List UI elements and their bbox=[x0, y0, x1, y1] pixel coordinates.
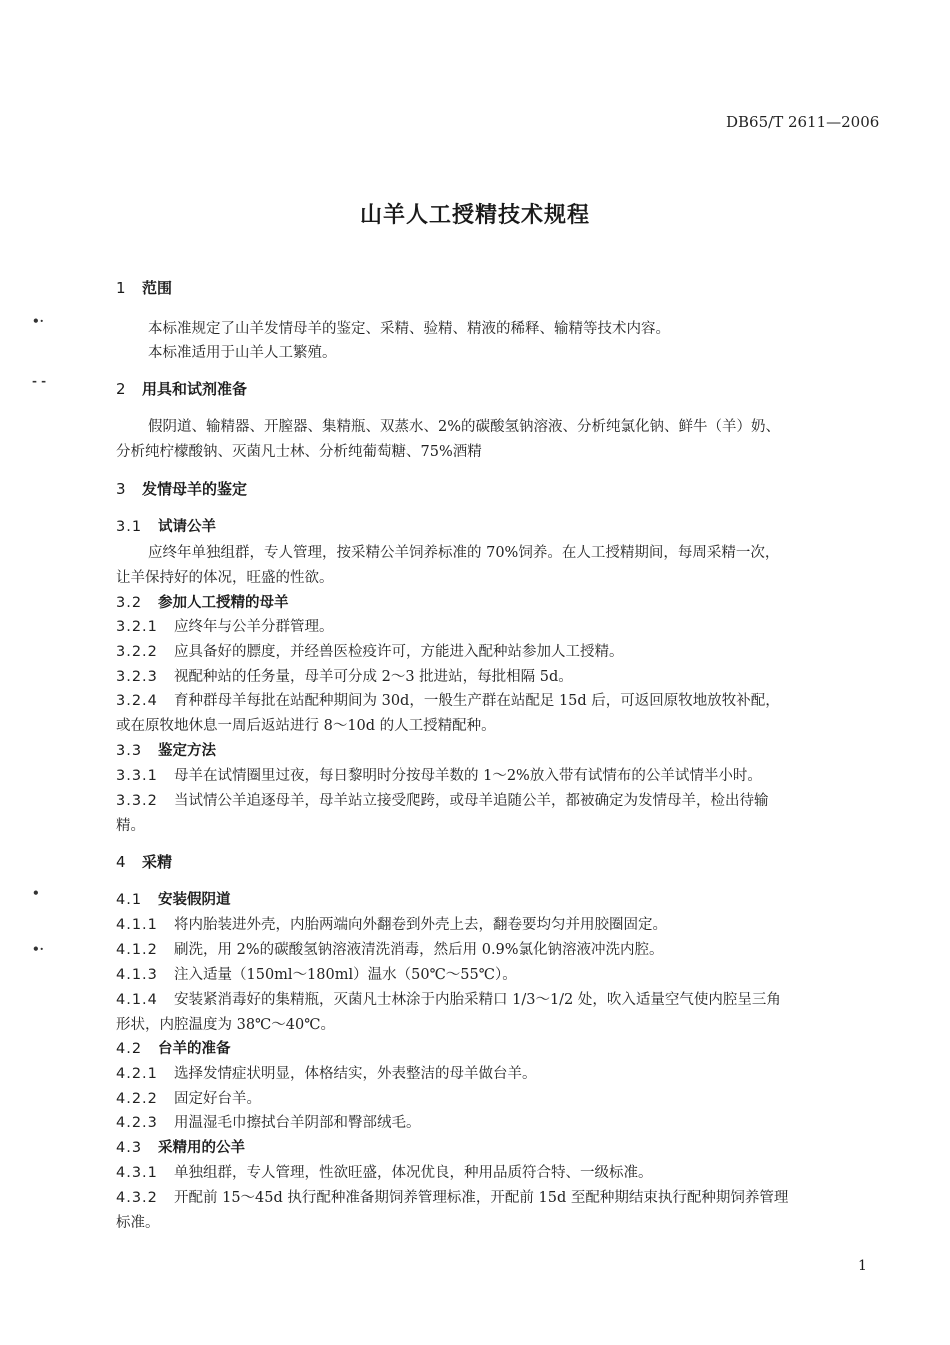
subsection-title: 试请公羊 bbox=[158, 519, 216, 535]
subsection-number: 4.2 bbox=[116, 1041, 143, 1057]
clause-continuation: 标准。 bbox=[116, 1215, 160, 1231]
paragraph: 假阴道、输精器、开膣器、集精瓶、双蒸水、2%的碳酸氢钠溶液、分析纯氯化钠、鲜牛（羊）奶、 bbox=[148, 419, 780, 435]
section-heading bbox=[116, 378, 247, 399]
clause-number: 4.2.2 bbox=[116, 1091, 158, 1107]
section-number: 3 bbox=[116, 480, 126, 498]
clause-number: 3.3.2 bbox=[116, 793, 158, 809]
section-title: 范围 bbox=[142, 279, 173, 297]
section-number: 2 bbox=[116, 380, 126, 398]
clause-text: 育种群母羊每批在站配种期间为 30d，一般生产群在站配足 15d 后，可返回原牧地放牧补配， bbox=[174, 693, 780, 709]
clause-number: 4.2.1 bbox=[116, 1066, 158, 1082]
clause bbox=[116, 963, 517, 984]
page-number: 1 bbox=[858, 1258, 867, 1274]
clause-number: 3.3.1 bbox=[116, 768, 158, 784]
clause-text: 应具备好的膘度，并经兽医检疫许可，方能进入配种站参加人工授精。 bbox=[174, 644, 624, 660]
subsection-number: 3.3 bbox=[116, 743, 143, 759]
clause-text: 将内胎装进外壳，内胎两端向外翻卷到外壳上去，翻卷要均匀并用胶圈固定。 bbox=[174, 917, 667, 933]
clause bbox=[116, 988, 781, 1009]
subsection-title: 安装假阴道 bbox=[158, 892, 231, 908]
scan-speck: • bbox=[32, 886, 40, 900]
clause bbox=[116, 913, 667, 934]
clause-number: 4.3.1 bbox=[116, 1165, 158, 1181]
subsection-heading bbox=[116, 1136, 245, 1157]
paragraph: 让羊保持好的体况，旺盛的性欲。 bbox=[116, 570, 334, 586]
section-title: 发情母羊的鉴定 bbox=[142, 480, 248, 498]
clause-text: 选择发情症状明显，体格结实，外表整洁的母羊做台羊。 bbox=[174, 1066, 537, 1082]
standard-number: DB65/T 2611—2006 bbox=[726, 113, 880, 131]
subsection-title: 参加人工授精的母羊 bbox=[158, 595, 289, 611]
clause-text: 刷洗，用 2%的碳酸氢钠溶液清洗消毒，然后用 0.9%氯化钠溶液冲洗内腔。 bbox=[174, 942, 664, 958]
clause-text: 视配种站的任务量，母羊可分成 2～3 批进站，每批相隔 5d。 bbox=[174, 669, 573, 685]
subsection-heading bbox=[116, 515, 216, 536]
subsection-heading bbox=[116, 739, 216, 760]
scan-speck: - - bbox=[32, 374, 47, 388]
clause-text: 单独组群，专人管理，性欲旺盛，体况优良，种用品质符合特、一级标准。 bbox=[174, 1165, 653, 1181]
section-number: 4 bbox=[116, 853, 126, 871]
subsection-number: 3.2 bbox=[116, 595, 143, 611]
clause bbox=[116, 789, 769, 810]
subsection-title: 台羊的准备 bbox=[158, 1041, 231, 1057]
section-heading bbox=[116, 277, 172, 298]
subsection-number: 4.1 bbox=[116, 892, 143, 908]
clause-text: 母羊在试情圈里过夜，每日黎明时分按母羊数的 1～2%放入带有试情布的公羊试情半小时。 bbox=[174, 768, 762, 784]
subsection-heading bbox=[116, 1037, 231, 1058]
clause-number: 4.1.1 bbox=[116, 917, 158, 933]
subsection-heading bbox=[116, 888, 231, 909]
clause-number: 3.2.4 bbox=[116, 693, 158, 709]
subsection-heading bbox=[116, 591, 289, 612]
subsection-number: 4.3 bbox=[116, 1140, 143, 1156]
clause-text: 应终年与公羊分群管理。 bbox=[174, 619, 334, 635]
clause-continuation: 或在原牧地休息一周后返站进行 8～10d 的人工授精配种。 bbox=[116, 718, 496, 734]
clause bbox=[116, 640, 624, 661]
subsection-number: 3.1 bbox=[116, 519, 143, 535]
clause-number: 3.2.1 bbox=[116, 619, 158, 635]
scan-speck: •· bbox=[32, 942, 44, 956]
clause-continuation: 精。 bbox=[116, 818, 145, 834]
clause bbox=[116, 1186, 788, 1207]
clause bbox=[116, 1062, 537, 1083]
clause bbox=[116, 764, 762, 785]
section-title: 采精 bbox=[142, 853, 173, 871]
subsection-title: 鉴定方法 bbox=[158, 743, 216, 759]
section-title: 用具和试剂准备 bbox=[142, 380, 248, 398]
section-heading bbox=[116, 851, 172, 872]
clause-text: 固定好台羊。 bbox=[174, 1091, 261, 1107]
clause-text: 安装紧消毒好的集精瓶，灭菌凡士林涂于内胎采精口 1/3～1/2 处，吹入适量空气使内腔呈三角 bbox=[174, 992, 781, 1008]
clause-continuation: 形状，内腔温度为 38℃～40℃。 bbox=[116, 1017, 335, 1033]
clause bbox=[116, 665, 573, 686]
subsection-title: 采精用的公羊 bbox=[158, 1140, 245, 1156]
clause bbox=[116, 1161, 653, 1182]
clause bbox=[116, 1087, 261, 1108]
section-number: 1 bbox=[116, 279, 126, 297]
scan-speck: •· bbox=[32, 314, 44, 328]
document-title: 山羊人工授精技术规程 bbox=[359, 203, 590, 228]
clause-number: 3.2.2 bbox=[116, 644, 158, 660]
clause-number: 4.3.2 bbox=[116, 1190, 158, 1206]
paragraph: 应终年单独组群，专人管理，按采精公羊饲养标准的 70%饲养。在人工授精期间，每周采精一次， bbox=[148, 545, 780, 561]
clause-text: 当试情公羊追逐母羊，母羊站立接受爬跨，或母羊追随公羊，都被确定为发情母羊，检出待输 bbox=[174, 793, 769, 809]
clause-number: 4.1.3 bbox=[116, 967, 158, 983]
paragraph: 本标准规定了山羊发情母羊的鉴定、采精、验精、精液的稀释、输精等技术内容。 bbox=[148, 321, 670, 337]
clause-text: 开配前 15～45d 执行配种准备期饲养管理标准，开配前 15d 至配种期结束执行配种期饲养管理 bbox=[174, 1190, 789, 1206]
clause-text: 用温湿毛巾擦拭台羊阴部和臀部绒毛。 bbox=[174, 1115, 421, 1131]
clause bbox=[116, 615, 334, 636]
clause-number: 3.2.3 bbox=[116, 669, 158, 685]
clause bbox=[116, 938, 664, 959]
paragraph: 分析纯柠檬酸钠、灭菌凡士林、分析纯葡萄糖、75%酒精 bbox=[116, 444, 482, 460]
section-heading bbox=[116, 478, 247, 499]
clause bbox=[116, 1111, 421, 1132]
clause-text: 注入适量（150ml～180ml）温水（50℃～55℃）。 bbox=[174, 967, 517, 983]
paragraph: 本标准适用于山羊人工繁殖。 bbox=[148, 345, 337, 361]
clause bbox=[116, 689, 780, 710]
clause-number: 4.1.2 bbox=[116, 942, 158, 958]
clause-number: 4.1.4 bbox=[116, 992, 158, 1008]
clause-number: 4.2.3 bbox=[116, 1115, 158, 1131]
